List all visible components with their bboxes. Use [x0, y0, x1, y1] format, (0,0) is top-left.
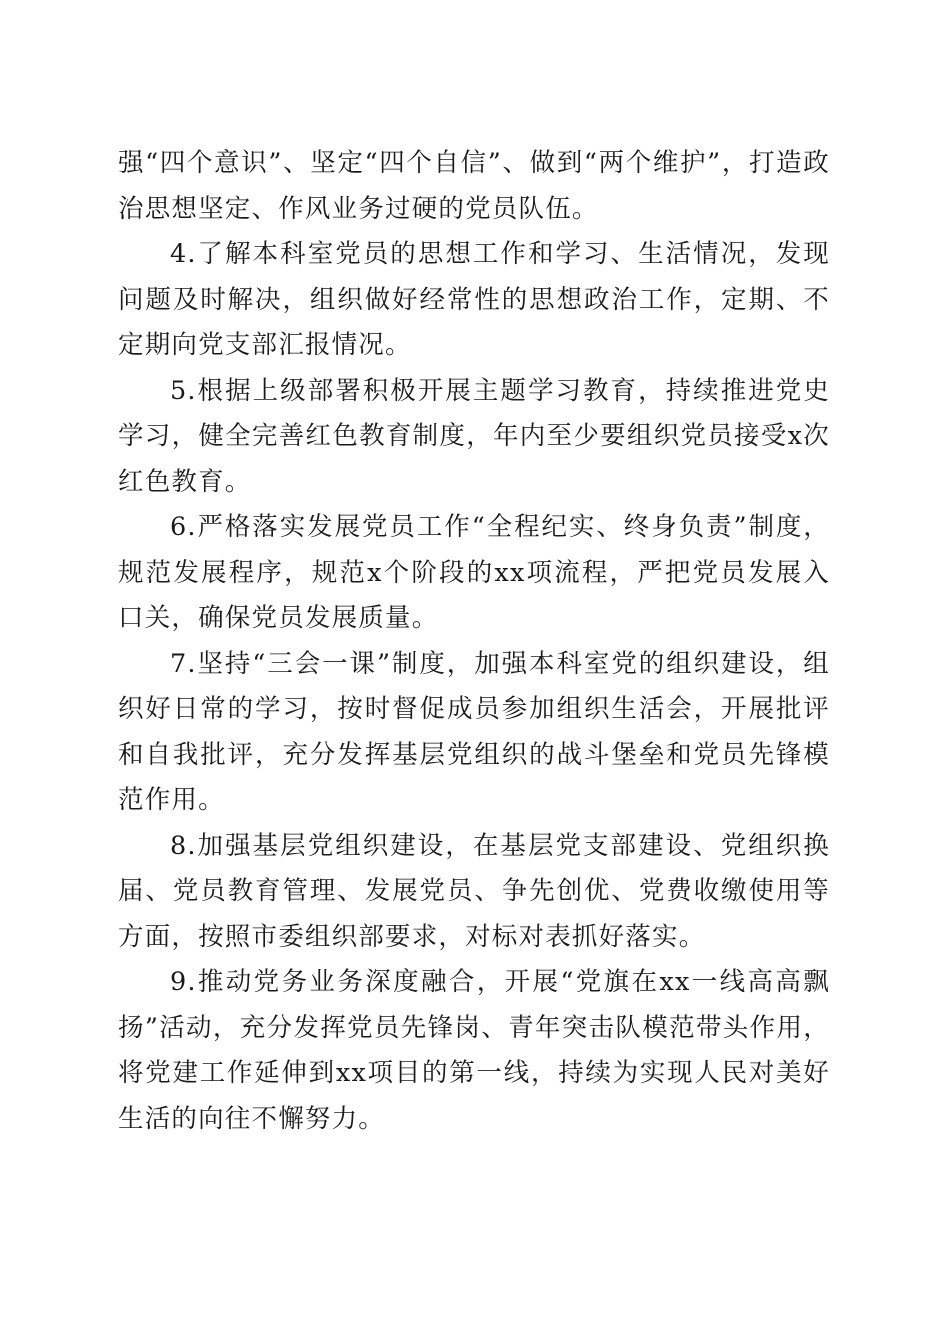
paragraph-item-5: 5.根据上级部署积极开展主题学习教育，持续推进党史学习，健全完善红色教育制度，年内至少要组织党员接受x次红色教育。 [118, 375, 830, 497]
paragraph-continued: 强“四个意识”、坚定“四个自信”、做到“两个维护”，打造政治思想坚定、作风业务过硬的党员队伍。 [118, 148, 830, 224]
paragraph-item-6: 6.严格落实发展党员工作“全程纪实、终身负责”制度，规范发展程序，规范x个阶段的xx项流程，严把党员发展入口关，确保党员发展质量。 [118, 512, 830, 633]
paragraph-item-4: 4.了解本科室党员的思想工作和学习、生活情况，发现问题及时解决，组织做好经常性的思想政治工作，定期、不定期向党支部汇报情况。 [118, 239, 830, 360]
paragraph-item-7: 7.坚持“三会一课”制度，加强本科室党的组织建设，组织好日常的学习，按时督促成员参加组织生活会，开展批评和自我批评，充分发挥基层党组织的战斗堡垒和党员先锋模范作用。 [118, 648, 830, 815]
document-body [118, 141, 830, 1142]
paragraph-item-8: 8.加强基层党组织建设，在基层党支部建设、党组织换届、党员教育管理、发展党员、争先创优、党费收缴使用等方面，按照市委组织部要求，对标对表抓好落实。 [118, 830, 830, 952]
paragraph-item-9: 9.推动党务业务深度融合，开展“党旗在xx一线高高飘扬”活动，充分发挥党员先锋岗、青年突击队模范带头作用，将党建工作延伸到xx项目的第一线，持续为实现人民对美好生活的向往不懈努力。 [118, 967, 830, 1134]
